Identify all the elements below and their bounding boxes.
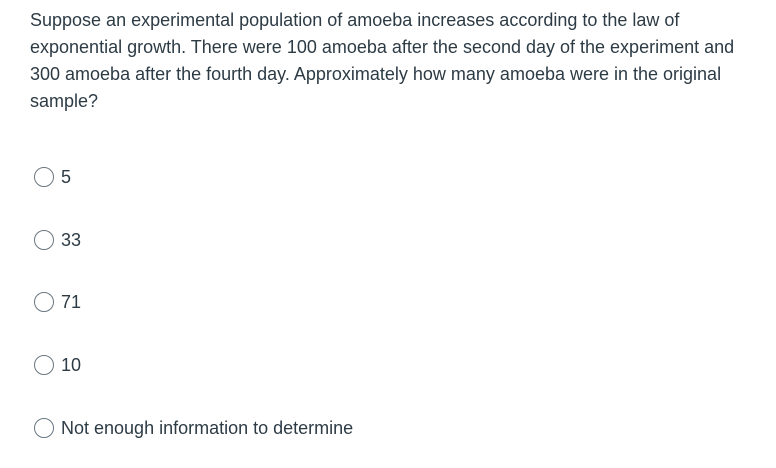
question-text: Suppose an experimental population of amoeba increases according to the law of exponential growth. There were 100 amoeba after the second day of the experiment and 300 amoeba after the fourth day. Approximately how many amoeba were in the original sample? xyxy=(30,10,735,111)
radio-button[interactable] xyxy=(34,292,54,312)
radio-button[interactable] xyxy=(34,167,54,187)
radio-button[interactable] xyxy=(34,355,54,375)
answer-option-label: 71 xyxy=(61,292,82,312)
answer-option-label: 33 xyxy=(61,230,82,250)
answer-option-label: 10 xyxy=(61,355,82,375)
radio-button[interactable] xyxy=(34,418,54,438)
answer-option-33[interactable] xyxy=(34,227,81,253)
answer-option-label: Not enough information to determine xyxy=(61,418,354,438)
radio-button[interactable] xyxy=(34,230,54,250)
answer-option-71[interactable] xyxy=(34,289,81,315)
answer-option-10[interactable] xyxy=(34,352,81,378)
answer-option-5[interactable] xyxy=(34,164,71,190)
answer-option-not-enough-information[interactable] xyxy=(34,415,353,441)
answer-option-label: 5 xyxy=(61,167,72,187)
